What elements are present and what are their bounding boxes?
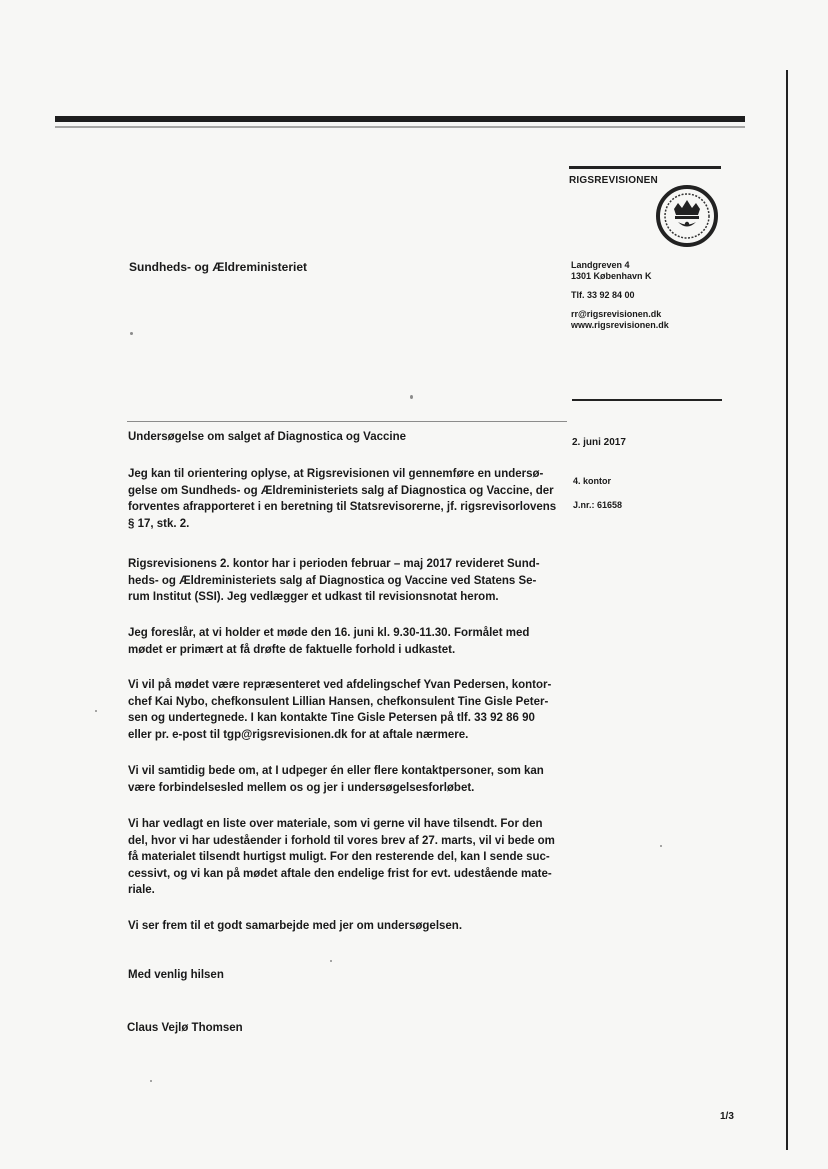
address-rule [572, 399, 722, 401]
closing: Med venlig hilsen [128, 969, 224, 981]
top-scan-bar [55, 116, 745, 122]
signature-name: Claus Vejlø Thomsen [127, 1022, 243, 1034]
scan-speck [330, 960, 332, 962]
body-paragraph-5: Vi vil samtidig bede om, at I udpeger én eller flere kontaktpersoner, som kan være forbindelsesled mellem os og jer i undersøgelsesforløbet. [128, 765, 544, 794]
letter-date: 2. juni 2017 [572, 437, 626, 448]
body-paragraph-7: Vi ser frem til et godt samarbejde med jer om undersøgelsen. [128, 920, 463, 932]
top-scan-bar-shadow [55, 126, 745, 128]
scan-speck [95, 710, 97, 712]
address-street: Landgreven 4 [571, 260, 630, 270]
page-number: 1/3 [720, 1111, 734, 1122]
journal-number: J.nr.: 61658 [573, 500, 623, 510]
email: rr@rigsrevisionen.dk [571, 309, 662, 319]
subject-rule [127, 421, 567, 422]
scan-speck [130, 332, 133, 335]
body-paragraph-3: Jeg foreslår, at vi holder et møde den 16. juni kl. 9.30-11.30. Formålet med mødet er primært at få drøfte de faktuelle forhold i udkastet. [128, 627, 530, 656]
org-name: RIGSREVISIONEN [569, 175, 658, 186]
letterhead-rule [569, 166, 721, 169]
crown-seal-icon [656, 185, 718, 247]
scan-edge-line [786, 70, 788, 1150]
scan-speck [150, 1080, 152, 1082]
office: 4. kontor [573, 476, 612, 486]
letterhead-address [571, 260, 669, 331]
body-paragraph-6: Vi har vedlagt en liste over materiale, som vi gerne vil have tilsendt. For den del, hvor vi har udeståender i forhold til vores brev af 27. marts, vil vi bede om få materialet tilsendt hurtigst muligt. For den resterende del, kan I sende suc- cessivt, og vi kan på mødet aftale den endelige frist for evt. udestående mate- riale. [128, 818, 555, 896]
scan-speck [660, 845, 662, 847]
body-paragraph-1: Jeg kan til orientering oplyse, at Rigsrevisionen vil gennemføre en undersø- gelse om Sundheds- og Ældreministeriets salg af Diagnostica og Vaccine, der forventes afrapporteret i en beretning til Statsrevisorerne, jf. rigsrevisorlovens § 17, stk. 2. [128, 468, 557, 530]
body-paragraph-4: Vi vil på mødet være repræsenteret ved afdelingschef Yvan Pedersen, kontor- chef Kai Nybo, chefkonsulent Lillian Hansen, chefkonsulent Tine Gisle Peter- sen og undertegnede. I kan kontakte Tine Gisle Petersen på tlf. 33 92 86 90 eller pr. e-post til tgp@rigsrevisionen.dk for at aftale nærmere. [128, 679, 552, 741]
subject-line: Undersøgelse om salget af Diagnostica og Vaccine [128, 431, 407, 443]
website: www.rigsrevisionen.dk [571, 320, 669, 330]
phone: Tlf. 33 92 84 00 [571, 290, 635, 300]
address-city: 1301 København K [571, 271, 652, 281]
body-paragraph-2: Rigsrevisionens 2. kontor har i perioden februar – maj 2017 revideret Sund- heds- og Ældreministeriets salg af Diagnostica og Vaccine ved Statens Se- rum Institut (SSI). Jeg vedlægger et udkast til revisionsnotat herom. [128, 558, 540, 603]
scan-speck [410, 395, 413, 399]
recipient: Sundheds- og Ældreministeriet [129, 260, 308, 274]
